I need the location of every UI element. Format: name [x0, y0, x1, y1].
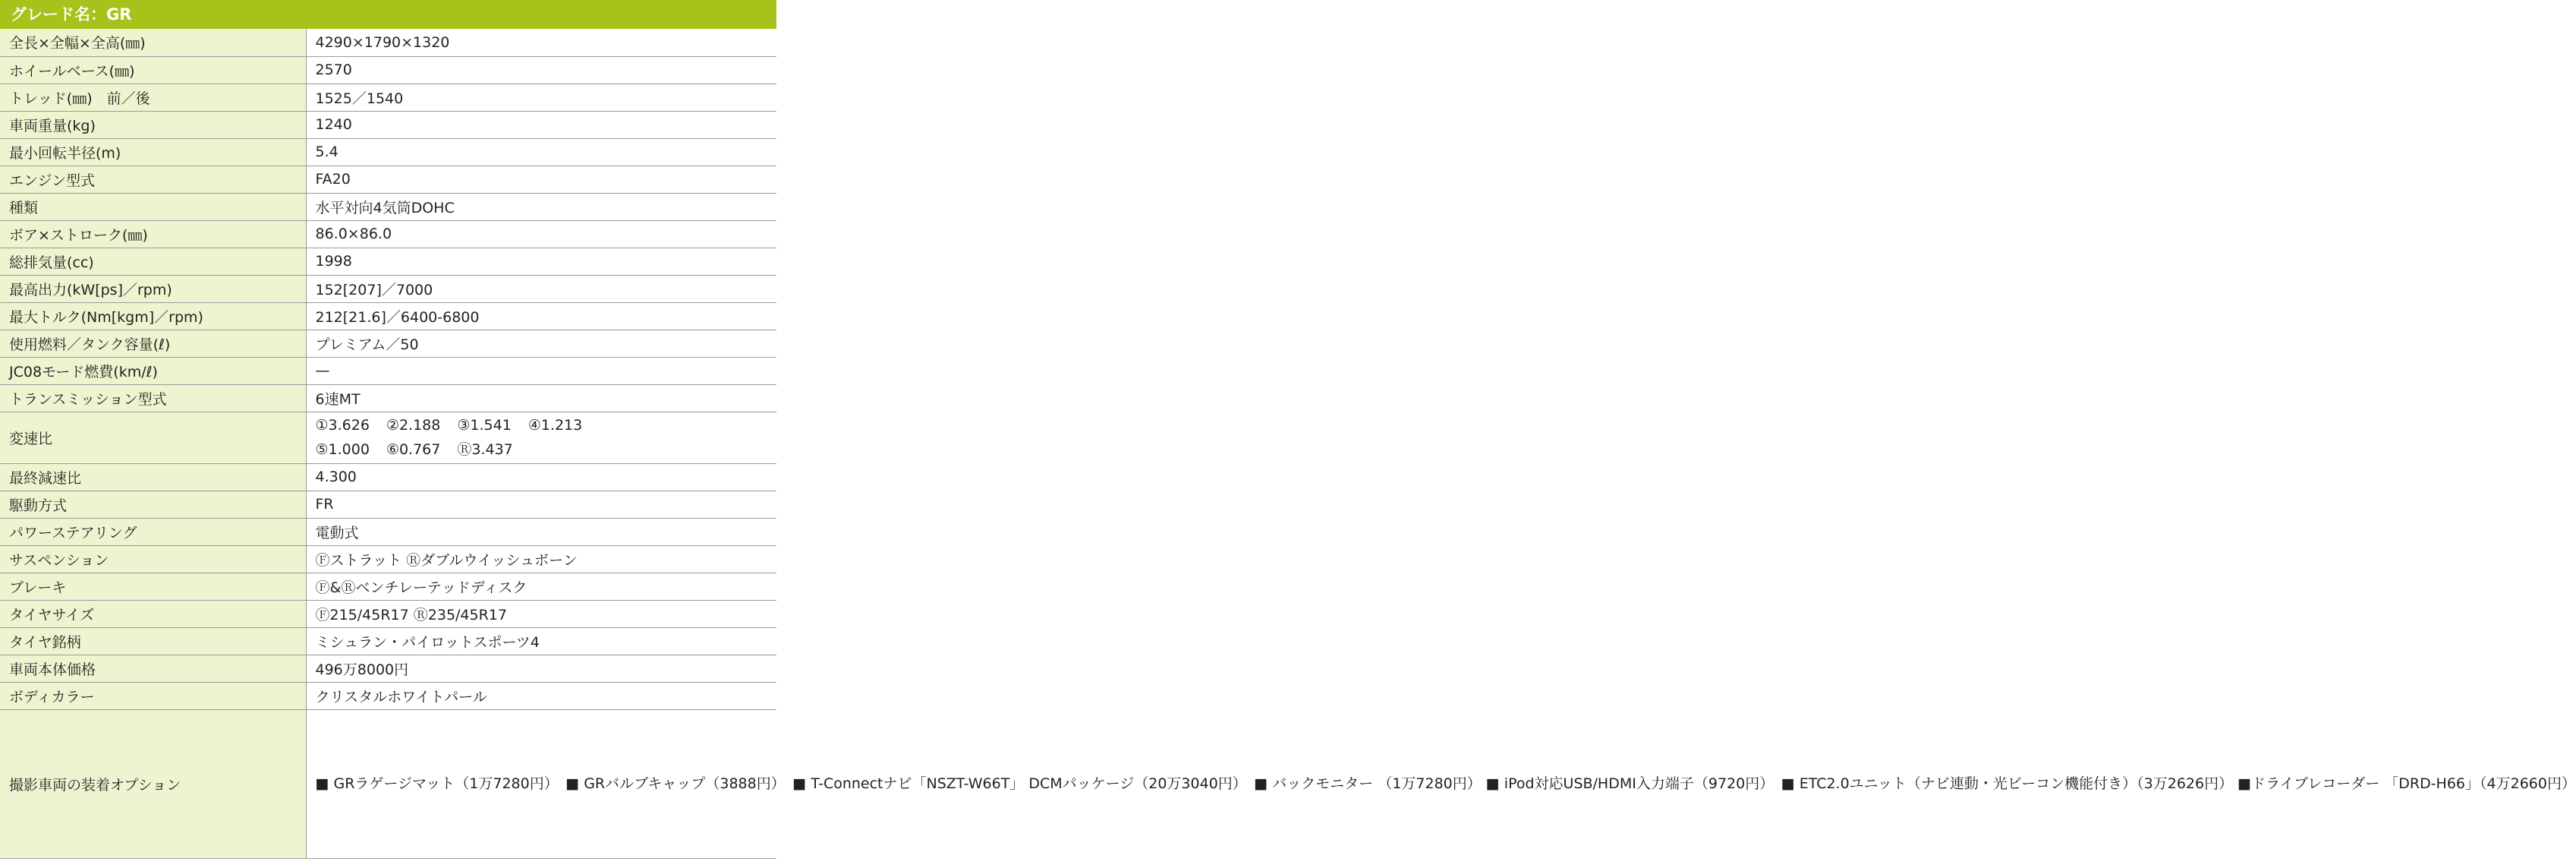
spec-value: Ⓕ215/45R17 Ⓡ235/45R17	[306, 600, 776, 627]
spec-table	[0, 29, 2576, 859]
table-row	[0, 357, 776, 384]
spec-label: 駆動方式	[0, 491, 306, 518]
table-row	[0, 545, 776, 573]
table-row	[0, 138, 776, 166]
spec-value: 86.0×86.0	[306, 220, 776, 248]
table-row	[0, 330, 776, 357]
table-row	[0, 682, 776, 709]
spec-label: 使用燃料／タンク容量(ℓ)	[0, 330, 306, 357]
spec-label: 種類	[0, 193, 306, 220]
spec-label: ボア×ストローク(㎜)	[0, 220, 306, 248]
table-row	[0, 384, 776, 412]
spec-label: 全長×全幅×全高(㎜)	[0, 29, 306, 56]
spec-label: ボディカラー	[0, 682, 306, 709]
spec-value: 1240	[306, 111, 776, 138]
table-row	[0, 463, 776, 491]
spec-label: トレッド(㎜) 前／後	[0, 84, 306, 111]
spec-value: 電動式	[306, 518, 776, 545]
table-row	[0, 573, 776, 600]
spec-value: プレミアム／50	[306, 330, 776, 357]
spec-label: タイヤサイズ	[0, 600, 306, 627]
spec-label: トランスミッション型式	[0, 384, 306, 412]
table-row	[0, 491, 776, 518]
table-row	[0, 29, 776, 56]
spec-label: エンジン型式	[0, 166, 306, 193]
gear-ratio-item: ④1.213	[527, 417, 583, 434]
spec-label: 最小回転半径(m)	[0, 138, 306, 166]
table-row	[0, 111, 776, 138]
table-row	[0, 600, 776, 627]
spec-value: 6速MT	[306, 384, 776, 412]
spec-value: 4.300	[306, 463, 776, 491]
spec-label: タイヤ銘柄	[0, 627, 306, 655]
table-row	[0, 248, 776, 275]
spec-label: 車両本体価格	[0, 655, 306, 682]
spec-label: ブレーキ	[0, 573, 306, 600]
gear-ratio-item: ①3.626	[315, 417, 370, 434]
spec-label: 最終減速比	[0, 463, 306, 491]
spec-value: 水平対向4気筒DOHC	[306, 193, 776, 220]
gear-ratio-item: Ⓡ3.437	[457, 441, 513, 458]
spec-value: FA20	[306, 166, 776, 193]
spec-value: クリスタルホワイトパール	[306, 682, 776, 709]
table-row	[0, 56, 776, 84]
spec-value: Ⓕストラット Ⓡダブルウイッシュボーン	[306, 545, 776, 573]
table-row	[0, 627, 776, 655]
spec-label: パワーステアリング	[0, 518, 306, 545]
table-row	[0, 220, 776, 248]
spec-label: 最高出力(kW[ps]／rpm)	[0, 275, 306, 302]
spec-value: 496万8000円	[306, 655, 776, 682]
spec-value: —	[306, 357, 776, 384]
table-row	[0, 166, 776, 193]
table-row	[0, 84, 776, 111]
spec-value: 4290×1790×1320	[306, 29, 776, 56]
gear-ratio-line-2	[316, 437, 777, 462]
gear-ratio-item: ⑤1.000	[315, 441, 370, 458]
spec-label: 最大トルク(Nm[kgm]／rpm)	[0, 302, 306, 330]
table-row	[0, 655, 776, 682]
gear-ratio-values	[306, 412, 776, 463]
spec-label: ホイールベース(㎜)	[0, 56, 306, 84]
table-row-gear-ratio	[0, 412, 776, 463]
spec-label: JC08モード燃費(km/ℓ)	[0, 357, 306, 384]
options-group	[0, 709, 2576, 858]
options-text: ■ GRラゲージマット（1万7280円） ■ GRバルブキャップ（3888円） ■ T-Connectナビ「NSZT-W66T」 DCMパッケージ（20万3040円） ■ バックモニター （1万7280円） ■ iPod対応USB/HDMI入力端子（9720円） ■ ETC2.0ユニット（ナビ連動・光ビーコン機能付き）（3万2626円） ■ドライブレコーダー 「DRD-H66」（4万2660円）	[306, 709, 776, 858]
gear-ratio-line-1	[316, 413, 777, 437]
spec-value: 1525／1540	[306, 84, 776, 111]
spec-table-body	[0, 29, 776, 412]
spec-value: 1998	[306, 248, 776, 275]
spec-value: 212[21.6]／6400-6800	[306, 302, 776, 330]
table-row	[0, 518, 776, 545]
spec-value: FR	[306, 491, 776, 518]
spec-value: 5.4	[306, 138, 776, 166]
table-row	[0, 193, 776, 220]
spec-value: 2570	[306, 56, 776, 84]
spec-label: 総排気量(cc)	[0, 248, 306, 275]
gear-ratio-item: ②2.188	[386, 417, 441, 434]
spec-value: 152[207]／7000	[306, 275, 776, 302]
gear-ratio-group	[0, 412, 776, 463]
spec-value: Ⓕ&Ⓡベンチレーテッドディスク	[306, 573, 776, 600]
spec-value: ミシュラン・パイロットスポーツ4	[306, 627, 776, 655]
spec-table-body-2	[0, 463, 776, 709]
spec-label: 撮影車両の装着オプション	[0, 709, 306, 858]
table-row	[0, 275, 776, 302]
spec-label: サスペンション	[0, 545, 306, 573]
gear-ratio-item: ③1.541	[457, 417, 512, 434]
spec-label: 車両重量(kg)	[0, 111, 306, 138]
table-row-options	[0, 709, 776, 858]
spec-label: 変速比	[0, 412, 306, 463]
gear-ratio-item: ⑥0.767	[386, 441, 441, 458]
table-row	[0, 302, 776, 330]
grade-header: グレード名：GR	[0, 0, 776, 29]
